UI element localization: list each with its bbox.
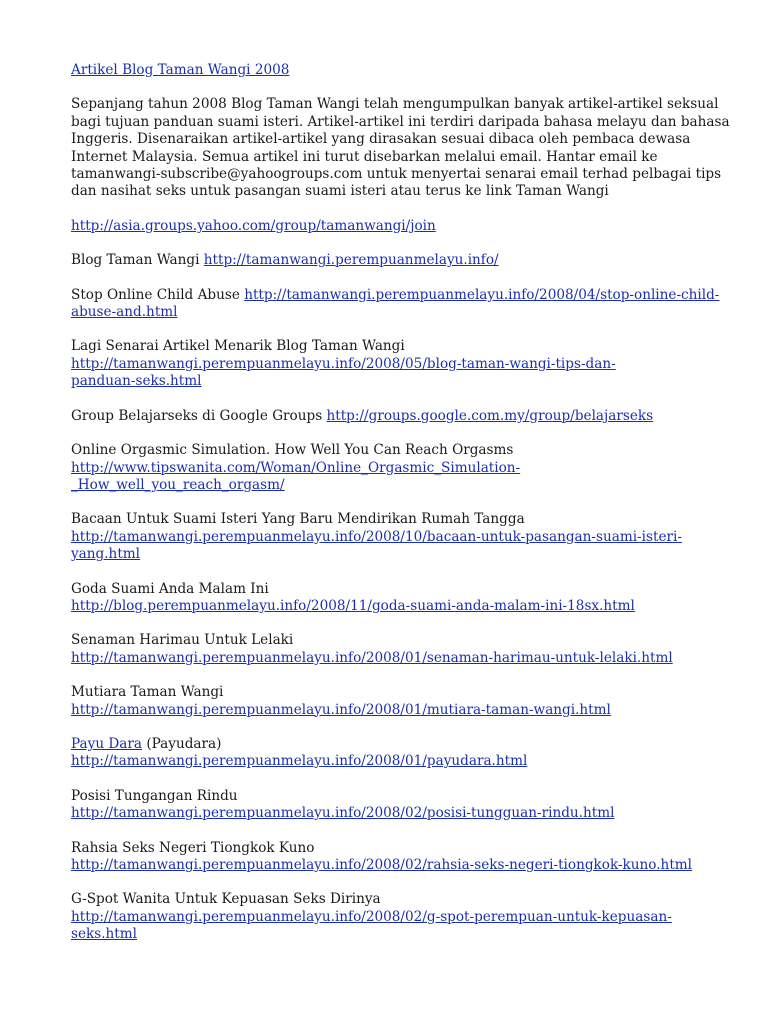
article-link[interactable]: http://tamanwangi.perempuanmelayu.info/2008/10/bacaan-untuk-pasangan-suami-isteri-yang.html	[71, 528, 682, 563]
entry-link[interactable]: http://tamanwangi.perempuanmelayu.info/2008/04/stop-online-child-abuse-and.html	[71, 286, 720, 321]
document-page	[71, 62, 731, 961]
article-mutiara-taman-wangi	[71, 684, 731, 719]
join-link[interactable]: http://asia.groups.yahoo.com/group/tamanwangi/join	[71, 217, 436, 234]
article-title: Goda Suami Anda Malam Ini	[71, 580, 269, 597]
article-link[interactable]: http://tamanwangi.perempuanmelayu.info/2008/01/senaman-harimau-untuk-lelaki.html	[71, 649, 673, 666]
article-payudara	[71, 736, 731, 771]
entry-label: Lagi Senarai Artikel Menarik Blog Taman Wangi	[71, 338, 405, 355]
article-title: Posisi Tungangan Rindu	[71, 787, 238, 804]
article-link[interactable]: http://www.tipswanita.com/Woman/Online_Orgasmic_Simulation-_How_well_you_reach_orgasm/	[71, 459, 521, 493]
entry-label: Blog Taman Wangi	[71, 252, 204, 269]
payudara-suffix: (Payudara)	[142, 735, 222, 752]
article-online-orgasmic	[71, 442, 731, 494]
article-title: Mutiara Taman Wangi	[71, 684, 224, 701]
article-title: Senaman Harimau Untuk Lelaki	[71, 632, 294, 649]
article-g-spot	[71, 891, 731, 943]
entry-link[interactable]: http://groups.google.com.my/group/belajarseks	[326, 407, 654, 424]
intro-paragraph: Sepanjang tahun 2008 Blog Taman Wangi telah mengumpulkan banyak artikel-artikel seksual bagi tujuan panduan suami isteri. Artikel-artikel ini terdiri daripada bahasa melayu dan bahasa Inggeris. Disenaraikan artikel-artikel yang dirasakan sesuai dibaca oleh pembaca dewasa Internet Malaysia. Semua artikel ini turut disebarkan melalui email. Hantar email ke tamanwangi-subscribe@yahoogroups.com untuk menyertai senarai email terhad pelbagai tips dan nasihat seks untuk pasangan suami isteri atau terus ke link Taman Wangi	[71, 96, 730, 200]
entry-link[interactable]: http://tamanwangi.perempuanmelayu.info/	[203, 252, 499, 269]
title-link[interactable]: Artikel Blog Taman Wangi 2008	[71, 62, 290, 78]
article-link[interactable]: http://tamanwangi.perempuanmelayu.info/2008/01/payudara.html	[71, 753, 528, 770]
article-link[interactable]: http://tamanwangi.perempuanmelayu.info/2008/02/g-spot-perempuan-untuk-kepuasan-seks.html	[71, 908, 672, 943]
article-posisi-tungangan	[71, 788, 731, 823]
article-title: G-Spot Wanita Untuk Kepuasan Seks Dirinya	[71, 891, 381, 908]
article-rahsia-seks	[71, 840, 731, 875]
article-link[interactable]: http://tamanwangi.perempuanmelayu.info/2008/01/mutiara-taman-wangi.html	[71, 701, 611, 718]
payudara-title-link[interactable]: Payu Dara	[71, 735, 143, 752]
article-link[interactable]: http://blog.perempuanmelayu.info/2008/11/goda-suami-anda-malam-ini-18sx.html	[71, 597, 635, 614]
entry-label: Stop Online Child Abuse	[71, 286, 245, 303]
entry-link[interactable]: http://tamanwangi.perempuanmelayu.info/2008/05/blog-taman-wangi-tips-dan-panduan-seks.html	[71, 355, 616, 390]
entry-stop-online-child-abuse	[71, 287, 731, 322]
entry-lagi-senarai-artikel	[71, 338, 661, 390]
article-senaman-harimau	[71, 632, 731, 667]
entry-blog-taman-wangi	[71, 252, 731, 269]
article-link[interactable]: http://tamanwangi.perempuanmelayu.info/2008/02/posisi-tungguan-rindu.html	[71, 805, 615, 822]
entry-label: Group Belajarseks di Google Groups	[71, 407, 327, 424]
document-title	[71, 62, 731, 79]
article-title: Rahsia Seks Negeri Tiongkok Kuno	[71, 839, 315, 856]
entry-group-belajarseks	[71, 408, 731, 425]
article-link[interactable]: http://tamanwangi.perempuanmelayu.info/2008/02/rahsia-seks-negeri-tiongkok-kuno.html	[71, 857, 693, 873]
article-title: Bacaan Untuk Suami Isteri Yang Baru Mendirikan Rumah Tangga	[71, 511, 525, 528]
article-title-row	[71, 736, 731, 753]
article-bacaan-untuk-suami	[71, 511, 731, 563]
article-title: Online Orgasmic Simulation. How Well You Can Reach Orgasms	[71, 442, 514, 459]
article-goda-suami	[71, 581, 731, 616]
join-link-block	[71, 218, 731, 235]
